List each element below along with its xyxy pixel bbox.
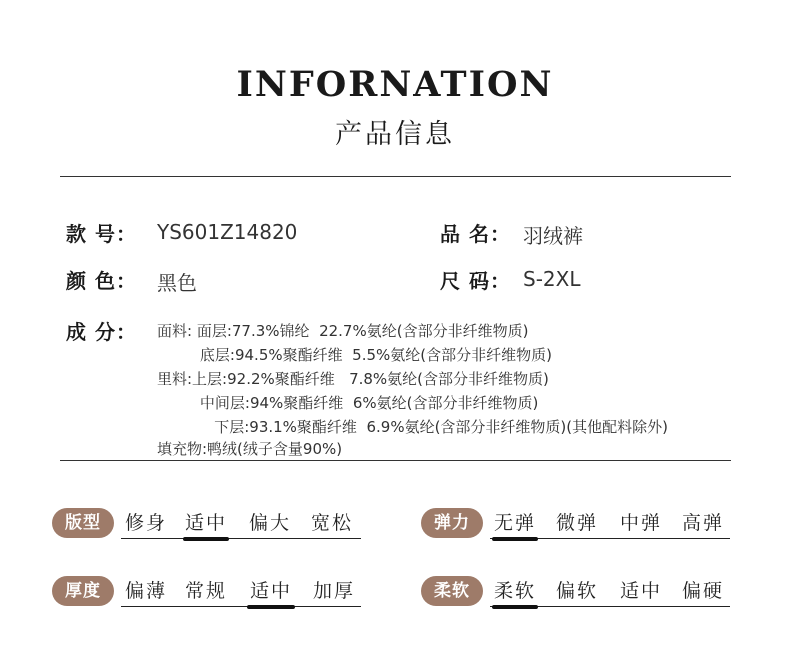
softness-option: 偏软 [555,580,598,602]
elasticity-option: 中弹 [619,512,662,534]
style-no-value: YS601Z14820 [157,220,298,244]
title-chinese: 产品信息 [335,119,455,150]
fit-option: 修身 [124,512,167,534]
softness-option-selected: 柔软 [492,576,538,606]
softness-badge: 柔软 [421,576,483,606]
size-value: S-2XL [523,267,581,291]
softness-option: 适中 [619,580,662,602]
thickness-badge: 厚度 [52,576,114,606]
composition-line: 底层:94.5%聚酯纤维 5.5%氨纶(含部分非纤维物质) [157,346,552,364]
title-english: INFORNATION [236,64,554,105]
thickness-option: 偏薄 [124,580,167,602]
thickness-option: 常规 [184,580,227,602]
softness-option: 偏硬 [681,580,724,602]
composition-label: 成 分： [66,320,137,344]
elasticity-option: 高弹 [681,512,724,534]
composition-line: 面料: 面层:77.3%锦纶 22.7%氨纶(含部分非纤维物质) [157,322,529,340]
name-label: 品 名： [440,222,511,246]
thickness-option: 加厚 [312,580,355,602]
elasticity-option: 微弹 [555,512,598,534]
fit-option: 宽松 [310,512,353,534]
fit-badge: 版型 [52,508,114,538]
fit-option-selected: 适中 [183,508,229,538]
elasticity-badge: 弹力 [421,508,483,538]
elasticity-options [490,508,730,539]
thickness-options [121,576,361,607]
composition-line: 里料:上层:92.2%聚酯纤维 7.8%氨纶(含部分非纤维物质) [157,370,549,388]
color-label: 颜 色： [66,269,137,293]
composition-line: 中间层:94%聚酯纤维 6%氨纶(含部分非纤维物质) [157,394,539,412]
style-no-label: 款 号： [66,222,137,246]
composition-line: 填充物:鸭绒(绒子含量90%) [157,440,343,458]
top-divider [60,176,731,177]
size-label: 尺 码： [440,269,511,293]
softness-options [490,576,730,607]
fit-option: 偏大 [248,512,291,534]
color-value: 黑色 [157,271,197,295]
composition-line: 下层:93.1%聚酯纤维 6.9%氨纶(含部分非纤维物质)(其他配料除外) [157,418,668,436]
bottom-divider [60,460,731,461]
name-value: 羽绒裤 [523,224,583,248]
fit-options [121,508,361,539]
elasticity-option-selected: 无弹 [492,508,538,538]
thickness-option-selected: 适中 [247,576,295,606]
